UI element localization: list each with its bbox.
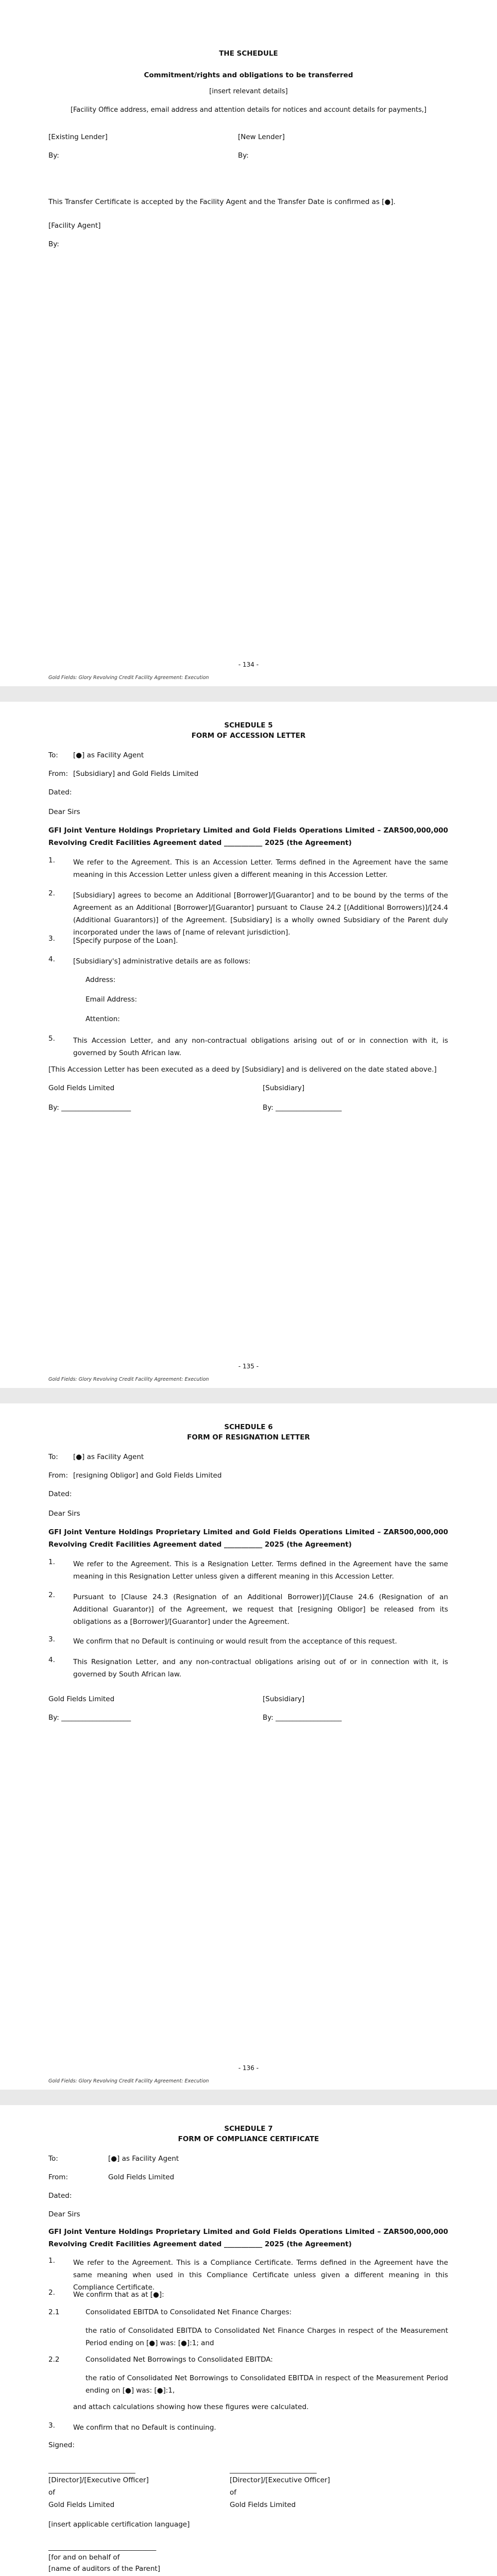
on-behalf-label: [for and on behalf of bbox=[48, 2553, 120, 2562]
clause-number: 4. bbox=[48, 1656, 55, 1664]
subclause-number: 2.2 bbox=[48, 2355, 60, 2364]
signatory-right: [Subsidiary] bbox=[263, 1695, 305, 1703]
dated-label: Dated: bbox=[48, 1490, 72, 1498]
form-title: FORM OF RESIGNATION LETTER bbox=[187, 1433, 310, 1442]
document-page-134 bbox=[0, 0, 497, 686]
facility-office-note: [Facility Office address, email address and attention details for notices and account details for payments,] bbox=[70, 106, 427, 114]
facility-agent-label: [Facility Agent] bbox=[48, 222, 101, 230]
page-footer: Gold Fields: Glory Revolving Credit Facility Agreement: Execution bbox=[48, 1377, 209, 1382]
subclause-text: the ratio of Consolidated Net Borrowings to Consolidated EBITDA in respect of the Measurement Period ending on [●] was: [●]:1, bbox=[85, 2374, 448, 2395]
salutation: Dear Sirs bbox=[48, 1510, 80, 1518]
existing-lender-label: [Existing Lender] bbox=[48, 133, 108, 141]
clause-text: This Accession Letter, and any non-contractual obligations arising out of or in connection with it, is governed by South African law. bbox=[73, 1037, 448, 1057]
of-right: of bbox=[230, 2488, 237, 2497]
to-label: To: bbox=[48, 1453, 58, 1461]
document-page-135 bbox=[0, 702, 497, 1388]
page-footer: Gold Fields: Glory Revolving Credit Facility Agreement: Execution bbox=[48, 2078, 209, 2084]
document-page-137 bbox=[0, 2105, 497, 2576]
auditors-label: [name of auditors of the Parent] bbox=[48, 2565, 160, 2573]
form-title: FORM OF ACCESSION LETTER bbox=[191, 732, 306, 740]
from-label: From: bbox=[48, 2173, 68, 2181]
schedule-title: SCHEDULE 6 bbox=[224, 1423, 273, 1431]
acceptance-statement: This Transfer Certificate is accepted by the Facility Agent and the Transfer Date is confirmed as [●]. bbox=[48, 198, 396, 206]
address-label: Address: bbox=[85, 976, 116, 984]
clause-number: 1. bbox=[48, 2257, 55, 2265]
to-value: [●] as Facility Agent bbox=[73, 751, 144, 759]
auditor-signature-line: _______________________________ bbox=[48, 2543, 157, 2551]
signature-line-left: By: ____________________ bbox=[48, 1714, 131, 1722]
from-label: From: bbox=[48, 1471, 68, 1480]
page-footer: Gold Fields: Glory Revolving Credit Facility Agreement: Execution bbox=[48, 675, 209, 681]
clause-number: 3. bbox=[48, 2421, 55, 2430]
form-title: FORM OF COMPLIANCE CERTIFICATE bbox=[178, 2135, 319, 2143]
to-value: [●] as Facility Agent bbox=[73, 1453, 144, 1461]
signature-line-right: _________________________ bbox=[230, 2466, 317, 2474]
clause-number: 4. bbox=[48, 955, 55, 963]
clause-number: 3. bbox=[48, 935, 55, 943]
from-value: [resigning Obligor] and Gold Fields Limited bbox=[73, 1471, 222, 1480]
subclause-title: Consolidated Net Borrowings to Consolidated EBITDA: bbox=[85, 2355, 273, 2364]
attention-label: Attention: bbox=[85, 1015, 120, 1023]
page-number: - 135 - bbox=[238, 1363, 259, 1370]
clause-text: We refer to the Agreement. This is a Compliance Certificate. Terms defined in the Agreement have the same meaning when used in this Compliance Certificate unless given a different meaning in this Compliance Certificate. bbox=[73, 2259, 448, 2292]
clause-text: [Specify purpose of the Loan]. bbox=[73, 937, 178, 945]
from-value: Gold Fields Limited bbox=[108, 2173, 175, 2181]
schedule-title: SCHEDULE 5 bbox=[224, 721, 273, 730]
to-label: To: bbox=[48, 2155, 58, 2163]
signature-line-right: By: ___________________ bbox=[263, 1714, 342, 1722]
dated-label: Dated: bbox=[48, 788, 72, 796]
clause-number: 1. bbox=[48, 1558, 55, 1566]
company-left: Gold Fields Limited bbox=[48, 2501, 115, 2509]
clause-text: [Subsidiary] agrees to become an Additional [Borrower]/[Guarantor] and to be bound by the terms of the Agreement as an Additional [Borrower]/[Guarantor] pursuant to Clause 24.2 [(Additional Borrowers)]/[24.4 (Additional Guarantors)] of the Agreement. [Subsidiary] is a wholly owned Subsidiary of the Parent duly incorporated under the laws of [name of relevant jurisdiction]. bbox=[73, 891, 448, 937]
clause-text: We confirm that no Default is continuing. bbox=[73, 2424, 216, 2432]
existing-lender-by: By: bbox=[48, 151, 59, 160]
clause-text: [Subsidiary's] administrative details are as follows: bbox=[73, 957, 251, 965]
of-left: of bbox=[48, 2488, 56, 2497]
page-number: - 134 - bbox=[238, 661, 259, 668]
subject-line: GFI Joint Venture Holdings Proprietary Limited and Gold Fields Operations Limited – ZAR500,000,000 Revolving Credit Facilities Agreement dated ___________ 2025 (the Agreement) bbox=[48, 2228, 448, 2248]
schedule-subheading: Commitment/rights and obligations to be transferred bbox=[144, 71, 353, 79]
from-label: From: bbox=[48, 770, 68, 778]
subclause-number: 2.1 bbox=[48, 2308, 60, 2316]
signature-line-right: By: ___________________ bbox=[263, 1104, 342, 1112]
to-label: To: bbox=[48, 751, 58, 759]
subject-line: GFI Joint Venture Holdings Proprietary Limited and Gold Fields Operations Limited – ZAR500,000,000 Revolving Credit Facilities Agreement dated ___________ 2025 (the Agreement) bbox=[48, 826, 448, 847]
certification-language-note: [insert applicable certification language] bbox=[48, 2520, 190, 2529]
clause-number: 2. bbox=[48, 1591, 55, 1599]
signed-label: Signed: bbox=[48, 2441, 75, 2449]
clause-number: 2. bbox=[48, 889, 55, 897]
company-right: Gold Fields Limited bbox=[230, 2501, 296, 2509]
dated-label: Dated: bbox=[48, 2192, 72, 2200]
clause-number: 1. bbox=[48, 856, 55, 865]
signature-line-left: By: ____________________ bbox=[48, 1104, 131, 1112]
deed-note: [This Accession Letter has been executed as a deed by [Subsidiary] and is delivered on the date stated above.] bbox=[48, 1065, 437, 1074]
subclause-title: Consolidated EBITDA to Consolidated Net Finance Charges: bbox=[85, 2308, 292, 2316]
email-address-label: Email Address: bbox=[85, 995, 138, 1004]
clause-number: 5. bbox=[48, 1035, 55, 1043]
clause-text: This Resignation Letter, and any non-contractual obligations arising out of or in connection with it, is governed by South African law. bbox=[73, 1658, 448, 1679]
insert-details-note: [insert relevant details] bbox=[209, 88, 288, 95]
to-value: [●] as Facility Agent bbox=[108, 2155, 179, 2163]
subclause-text: the ratio of Consolidated EBITDA to Consolidated Net Finance Charges in respect of the Measurement Period ending on [●] was: [●]:1; and bbox=[85, 2327, 448, 2347]
salutation: Dear Sirs bbox=[48, 808, 80, 816]
officer-left: [Director]/[Executive Officer] bbox=[48, 2476, 149, 2484]
subject-line: GFI Joint Venture Holdings Proprietary Limited and Gold Fields Operations Limited – ZAR500,000,000 Revolving Credit Facilities Agreement dated ___________ 2025 (the Agreement) bbox=[48, 1528, 448, 1549]
schedule-title: SCHEDULE 7 bbox=[224, 2125, 273, 2133]
clause-number: 3. bbox=[48, 1635, 55, 1643]
page-number: - 136 - bbox=[238, 2064, 259, 2072]
signatory-left: Gold Fields Limited bbox=[48, 1084, 115, 1092]
officer-right: [Director]/[Executive Officer] bbox=[230, 2476, 330, 2484]
new-lender-label: [New Lender] bbox=[238, 133, 285, 141]
clause-text: We refer to the Agreement. This is an Accession Letter. Terms defined in the Agreement have the same meaning in this Accession Letter unless given a different meaning in this Accession Letter. bbox=[73, 858, 448, 879]
facility-agent-by: By: bbox=[48, 240, 59, 248]
signatory-right: [Subsidiary] bbox=[263, 1084, 305, 1092]
clause-text: We confirm that as at [●]: bbox=[73, 2291, 164, 2299]
from-value: [Subsidiary] and Gold Fields Limited bbox=[73, 770, 199, 778]
new-lender-by: By: bbox=[238, 151, 249, 160]
clause-text: We refer to the Agreement. This is a Resignation Letter. Terms defined in the Agreement have the same meaning in this Resignation Letter unless given a different meaning in this Accession Letter. bbox=[73, 1560, 448, 1581]
document-page-136 bbox=[0, 1403, 497, 2090]
clause-text: Pursuant to [Clause 24.3 (Resignation of an Additional Borrower)]/[Clause 24.6 (Resignation of an Additional Guarantor)] of the Agreement, we request that [resigning Obligor] be released from its obligations as a [Borrower]/[Guarantor] under the Agreement. bbox=[73, 1593, 448, 1626]
schedule-heading: THE SCHEDULE bbox=[219, 49, 278, 58]
salutation: Dear Sirs bbox=[48, 2210, 80, 2218]
clause-number: 2. bbox=[48, 2289, 55, 2297]
signatory-left: Gold Fields Limited bbox=[48, 1695, 115, 1703]
signature-line-left: _________________________ bbox=[48, 2466, 135, 2474]
clause-text: We confirm that no Default is continuing or would result from the acceptance of this request. bbox=[73, 1637, 397, 1646]
calculation-note: and attach calculations showing how these figures were calculated. bbox=[73, 2403, 309, 2411]
